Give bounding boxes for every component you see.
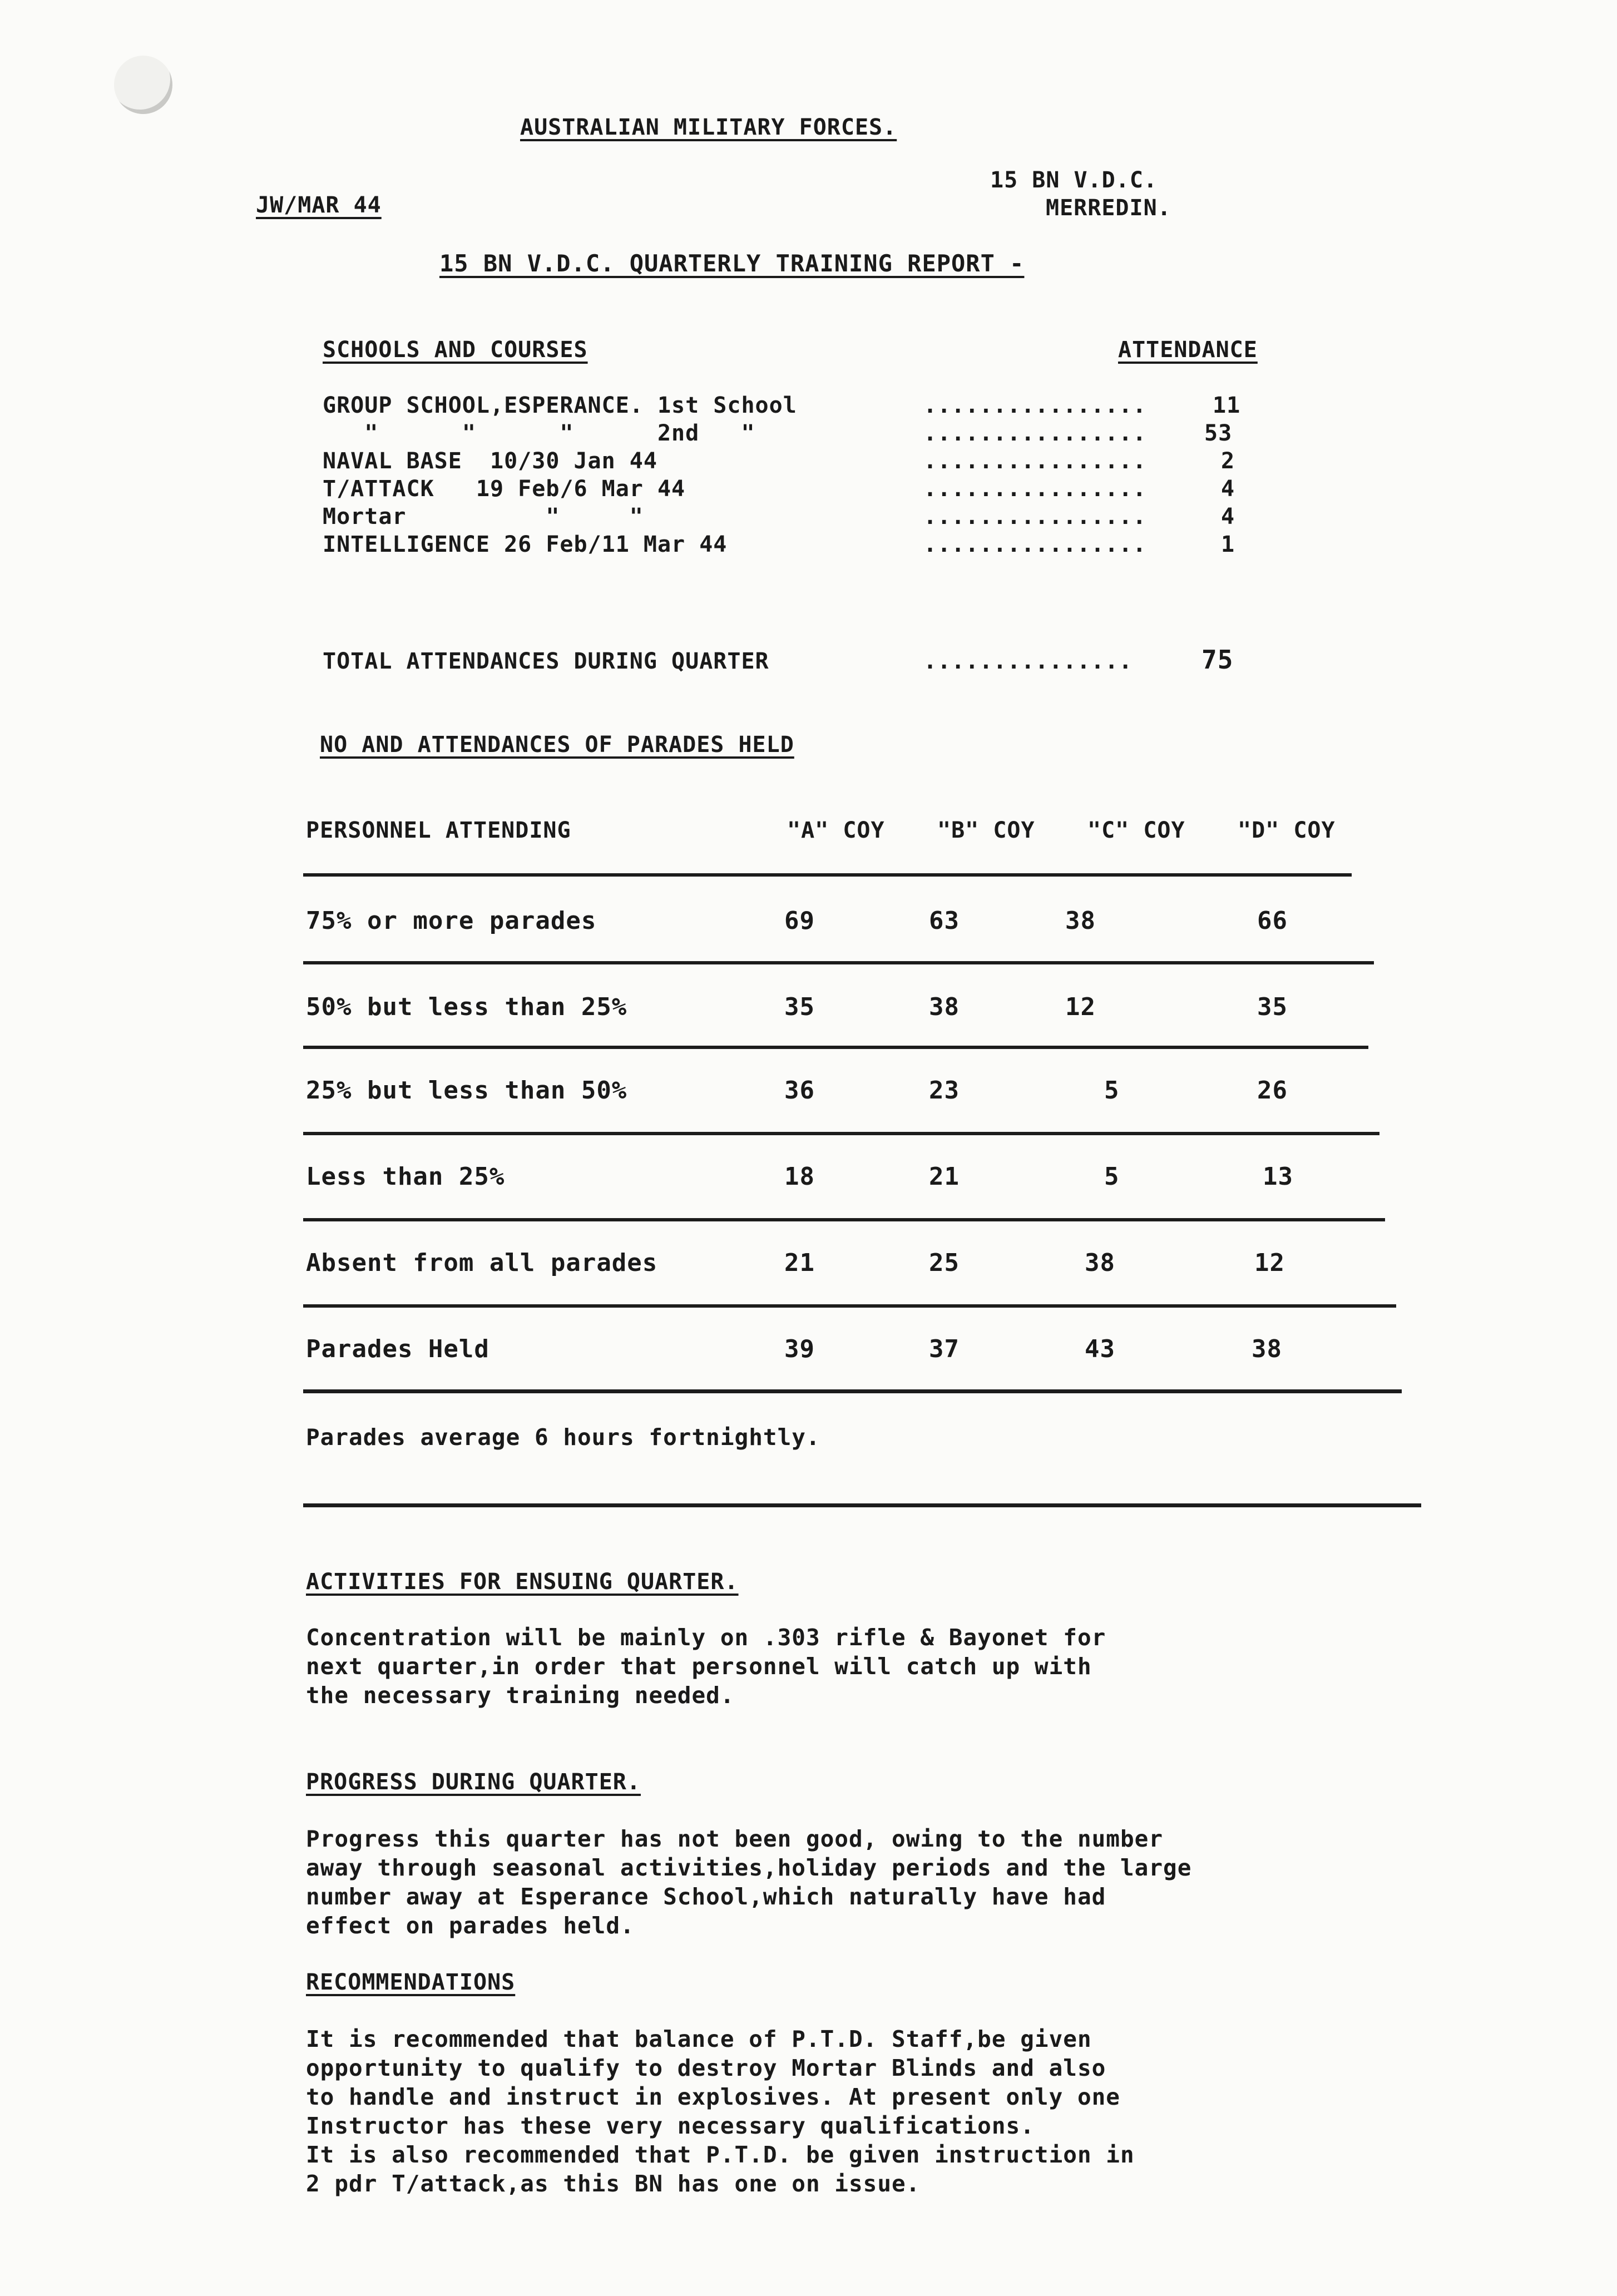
- leader-dots: ................: [923, 393, 1147, 418]
- cell: 12: [1065, 993, 1096, 1021]
- leader-dots: ................: [923, 504, 1147, 530]
- activities-heading: ACTIVITIES FOR ENSUING QUARTER.: [306, 1569, 739, 1595]
- course-name: " " " 2nd ": [323, 420, 755, 446]
- leader-dots: ................: [923, 420, 1147, 446]
- cell: 36: [784, 1076, 815, 1105]
- text-line: to handle and instruct in explosives. At present only one: [306, 2084, 1120, 2110]
- course-count: 4: [1221, 476, 1235, 502]
- text-line: effect on parades held.: [306, 1912, 635, 1939]
- course-count: 1: [1221, 532, 1235, 557]
- cell: 38: [1085, 1249, 1115, 1277]
- column-header: "D" COY: [1238, 818, 1336, 843]
- cell: 12: [1254, 1249, 1285, 1277]
- cell: 66: [1257, 907, 1288, 935]
- cell: 63: [929, 907, 960, 935]
- leader-dots: ................: [923, 476, 1147, 502]
- table-row: [306, 993, 1363, 1026]
- cell: 21: [929, 1162, 960, 1191]
- row-label: Absent from all parades: [306, 1249, 658, 1277]
- table-row: [306, 1162, 1363, 1196]
- cell: 39: [784, 1335, 815, 1363]
- column-header: "B" COY: [937, 818, 1035, 843]
- course-count: 53: [1204, 420, 1233, 446]
- row-label: Parades Held: [306, 1335, 489, 1363]
- text-line: next quarter,in order that personnel will catch up with: [306, 1653, 1092, 1680]
- course-name: T/ATTACK 19 Feb/6 Mar 44: [323, 476, 686, 502]
- cell: 38: [929, 993, 960, 1021]
- cell: 5: [1104, 1162, 1120, 1191]
- text-line: away through seasonal activities,holiday periods and the large: [306, 1854, 1192, 1881]
- text-line: Progress this quarter has not been good, owing to the number: [306, 1825, 1164, 1852]
- cell: 25: [929, 1249, 960, 1277]
- table-rule: [303, 873, 1352, 877]
- text-line: Concentration will be mainly on .303 rifle & Bayonet for: [306, 1624, 1106, 1651]
- row-label: Less than 25%: [306, 1162, 505, 1191]
- text-line: opportunity to qualify to destroy Mortar Blinds and also: [306, 2055, 1106, 2081]
- cell: 69: [784, 907, 815, 935]
- table-row: [306, 1249, 1363, 1282]
- table-row: [306, 1335, 1363, 1368]
- parades-note: Parades average 6 hours fortnightly.: [306, 1424, 820, 1451]
- course-name: INTELLIGENCE 26 Feb/11 Mar 44: [323, 532, 728, 557]
- punch-hole: [114, 56, 172, 114]
- text-line: It is also recommended that P.T.D. be given instruction in: [306, 2141, 1135, 2168]
- course-count: 4: [1221, 504, 1235, 530]
- text-line: number away at Esperance School,which naturally have had: [306, 1883, 1106, 1910]
- cell: 43: [1085, 1335, 1115, 1363]
- cell: 35: [1257, 993, 1288, 1021]
- course-count: 11: [1213, 393, 1241, 418]
- schools-heading: SCHOOLS AND COURSES: [323, 337, 588, 363]
- course-name: NAVAL BASE 10/30 Jan 44: [323, 448, 657, 474]
- table-row: [306, 1076, 1363, 1110]
- recommendations-text: [306, 2025, 1363, 2198]
- attendance-heading: ATTENDANCE: [1118, 337, 1258, 363]
- section-divider: [303, 1503, 1421, 1507]
- leader-dots: ...............: [923, 649, 1133, 674]
- total-value: 75: [1201, 645, 1234, 675]
- text-line: the necessary training needed.: [306, 1682, 735, 1709]
- cell: 5: [1104, 1076, 1120, 1105]
- cell: 35: [784, 993, 815, 1021]
- cell: 26: [1257, 1076, 1288, 1105]
- cell: 18: [784, 1162, 815, 1191]
- cell: 38: [1252, 1335, 1282, 1363]
- table-rule: [303, 1218, 1385, 1221]
- unit-location: MERREDIN.: [1046, 195, 1171, 221]
- column-header: "A" COY: [787, 818, 885, 843]
- table-row: [306, 907, 1363, 940]
- reference-number: JW/MAR 44: [256, 192, 382, 218]
- table-rule: [303, 1046, 1368, 1049]
- cell: 38: [1065, 907, 1096, 935]
- row-label: 75% or more parades: [306, 907, 597, 935]
- leader-dots: ................: [923, 532, 1147, 557]
- cell: 23: [929, 1076, 960, 1105]
- recommendations-heading: RECOMMENDATIONS: [306, 1970, 516, 1995]
- cell: 13: [1263, 1162, 1293, 1191]
- cell: 37: [929, 1335, 960, 1363]
- course-name: Mortar " ": [323, 504, 644, 530]
- column-header: PERSONNEL ATTENDING: [306, 818, 571, 843]
- table-rule: [303, 1389, 1402, 1393]
- column-header: "C" COY: [1087, 818, 1185, 843]
- progress-text: [306, 1824, 1363, 1940]
- cell: 21: [784, 1249, 815, 1277]
- progress-heading: PROGRESS DURING QUARTER.: [306, 1769, 641, 1795]
- text-line: Instructor has these very necessary qualifications.: [306, 2112, 1035, 2139]
- leader-dots: ................: [923, 448, 1147, 474]
- row-label: 50% but less than 25%: [306, 993, 627, 1021]
- parades-heading: NO AND ATTENDANCES OF PARADES HELD: [320, 732, 794, 758]
- row-label: 25% but less than 50%: [306, 1076, 627, 1105]
- org-heading: AUSTRALIAN MILITARY FORCES.: [520, 115, 897, 140]
- table-rule: [303, 1132, 1379, 1135]
- text-line: It is recommended that balance of P.T.D. Staff,be given: [306, 2026, 1092, 2052]
- table-rule: [303, 961, 1374, 964]
- table-rule: [303, 1304, 1396, 1308]
- total-label: TOTAL ATTENDANCES DURING QUARTER: [323, 649, 769, 674]
- activities-text: [306, 1623, 1363, 1710]
- course-name: GROUP SCHOOL,ESPERANCE. 1st School: [323, 393, 797, 418]
- unit-name: 15 BN V.D.C.: [990, 167, 1158, 193]
- report-title: 15 BN V.D.C. QUARTERLY TRAINING REPORT -: [439, 250, 1025, 277]
- text-line: 2 pdr T/attack,as this BN has one on issue.: [306, 2170, 921, 2197]
- table-header: [306, 818, 1363, 851]
- course-count: 2: [1221, 448, 1235, 474]
